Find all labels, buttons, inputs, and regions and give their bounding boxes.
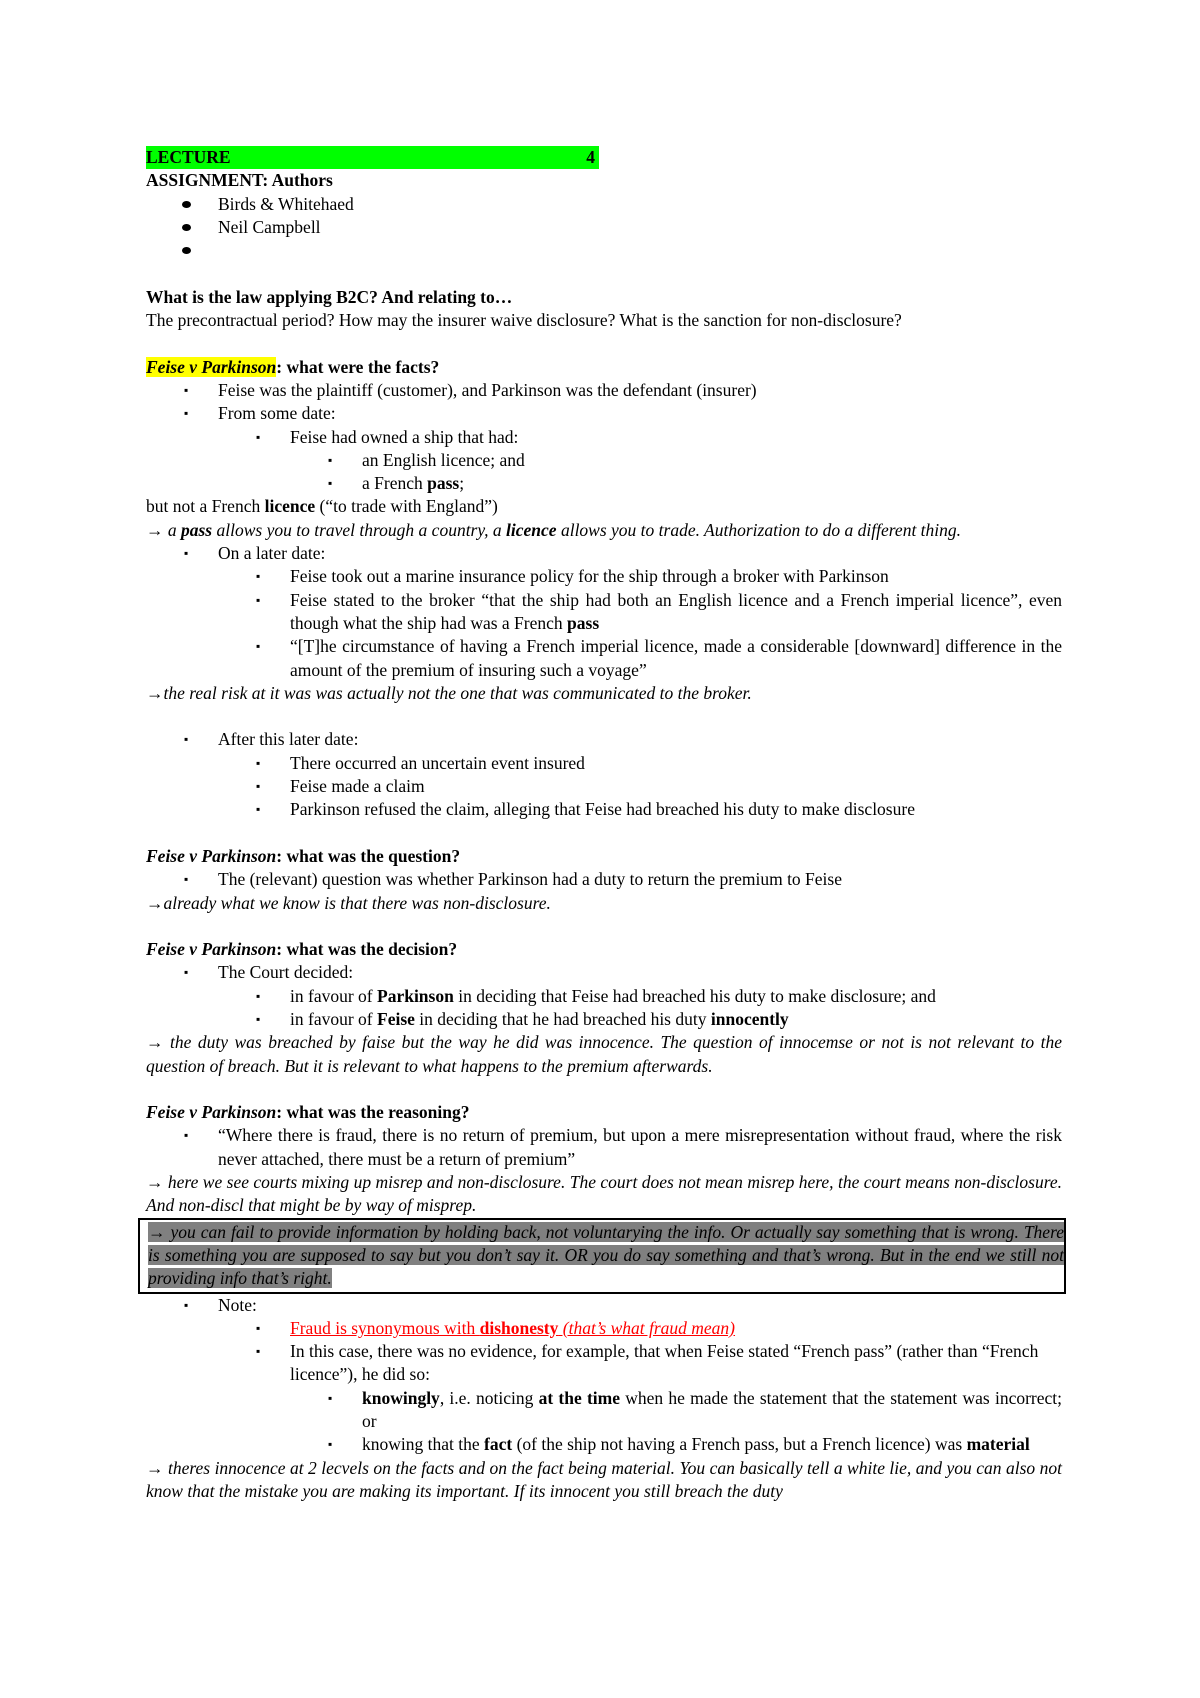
reasoning-note-1: → here we see courts mixing up misrep and non-disclosure. The court does not mean misrep here, the court means non-disclosure. And non-discl that might be by way of misprep. <box>146 1172 1062 1216</box>
lecture-label: LECTURE <box>146 147 231 167</box>
bullet-icon: ▪ <box>256 1320 261 1335</box>
decision-note: → the duty was breached by faise but the way he did was innocence. The question of innocemse or not is not relevant to the question of breach. But it is relevant to what happens to the premium afterwards. <box>146 1032 1062 1076</box>
bullet-icon: ▪ <box>328 1437 333 1452</box>
bullet-icon: ▪ <box>184 872 189 887</box>
bullet-icon: ▪ <box>184 1297 189 1312</box>
list-item: ▪ Note: <box>146 1294 1062 1317</box>
list-item: ▪ From some date: <box>146 402 1062 425</box>
list-item: ▪ “[T]he circumstance of having a French imperial licence, made a considerable [downward] difference in the amount of the premium of insuring such a voyage” <box>256 636 1062 680</box>
arrow-icon: → <box>146 1032 164 1053</box>
author-item <box>146 239 1062 262</box>
bullet-icon: ▪ <box>256 639 261 654</box>
bullet-icon: ▪ <box>256 592 261 607</box>
list-item: ▪ On a later date: <box>146 542 1062 565</box>
list-item: ▪ There occurred an uncertain event insured <box>146 752 1062 775</box>
bullet-icon: ▪ <box>328 476 333 491</box>
lecture-number: 4 <box>586 147 595 167</box>
author-item: Birds & Whitehaed <box>146 193 1062 216</box>
list-item: ▪ After this later date: <box>146 728 1062 751</box>
arrow-icon: → <box>146 519 164 540</box>
b2c-question-heading: What is the law applying B2C? And relating to… <box>146 286 513 307</box>
bullet-icon: ▪ <box>256 569 261 584</box>
bullet-icon: ▪ <box>256 1011 261 1026</box>
list-item: ▪ Feise had owned a ship that had: <box>146 426 1062 449</box>
author-item: Neil Campbell <box>146 216 1062 239</box>
arrow-icon: → <box>146 682 164 703</box>
bullet-icon: ▪ <box>328 1390 333 1405</box>
bullet-icon: ▪ <box>184 382 189 397</box>
bullet-icon: ▪ <box>184 1128 189 1143</box>
list-item: ▪ an English licence; and <box>146 449 1062 472</box>
bullet-icon: ▪ <box>184 406 189 421</box>
b2c-question-text: The precontractual period? How may the insurer waive disclosure? What is the sanction for non-disclosure? <box>146 310 902 331</box>
bullet-icon: ▪ <box>184 546 189 561</box>
bullet-icon: ▪ <box>184 965 189 980</box>
question-note: →already what we know is that there was non-disclosure. <box>146 892 551 913</box>
list-item: ▪ in favour of Parkinson in deciding that Feise had breached his duty to make disclosure; and <box>146 985 1062 1008</box>
question-heading: Feise v Parkinson: what was the question? <box>146 845 461 866</box>
arrow-icon: → <box>148 1221 166 1242</box>
reasoning-heading: Feise v Parkinson: what was the reasoning? <box>146 1102 470 1123</box>
facts-but-line: but not a French licence (“to trade with England”) <box>146 496 498 517</box>
list-item: ▪ The Court decided: <box>146 961 1062 984</box>
bullet-icon <box>182 224 191 231</box>
facts-note-1: → a pass allows you to travel through a country, a licence allows you to trade. Authorization to do a different thing. <box>146 519 962 540</box>
decision-heading: Feise v Parkinson: what was the decision? <box>146 939 458 960</box>
list-item: ▪ “Where there is fraud, there is no return of premium, but upon a mere misrepresentation without fraud, where the risk never attached, there must be a return of premium” <box>184 1125 1062 1169</box>
list-item: ▪ Fraud is synonymous with dishonesty (that’s what fraud mean) <box>146 1317 1062 1340</box>
bullet-icon: ▪ <box>256 988 261 1003</box>
list-item: ▪ knowing that the fact (of the ship not having a French pass, but a French licence) was material <box>146 1433 1062 1456</box>
arrow-icon: → <box>146 1172 164 1193</box>
bullet-icon: ▪ <box>256 779 261 794</box>
bullet-icon: ▪ <box>256 1344 261 1359</box>
boxed-note: → you can fail to provide information by holding back, not voluntarying the info. Or actually say something that is wrong. There is something you are supposed to say but you don’t say it. OR you do say something and that’s wrong. But in the end we still not providing info that’s right. <box>138 1218 1066 1294</box>
bullet-icon: ▪ <box>256 802 261 817</box>
list-item: ▪ Feise was the plaintiff (customer), and Parkinson was the defendant (insurer) <box>146 379 1062 402</box>
arrow-icon: → <box>146 892 164 913</box>
bullet-icon <box>182 201 191 208</box>
list-item: ▪ knowingly, i.e. noticing at the time when he made the statement that the statement was incorrect; or <box>328 1387 1062 1432</box>
arrow-icon: → <box>146 1457 164 1478</box>
list-item: ▪ Feise took out a marine insurance policy for the ship through a broker with Parkinson <box>146 565 1062 588</box>
list-item: ▪ in favour of Feise in deciding that he had breached his duty innocently <box>146 1008 1062 1031</box>
facts-note-2: →the real risk at it was was actually not the one that was communicated to the broker. <box>146 682 752 703</box>
list-item: ▪ The (relevant) question was whether Parkinson had a duty to return the premium to Feise <box>146 868 1062 891</box>
reasoning-note-2: → theres innocence at 2 lecvels on the facts and on the fact being material. You can basically tell a white lie, and you can also not know that the mistake you are making its important. If its innocent you still breach the duty <box>146 1457 1062 1501</box>
list-item: ▪ Parkinson refused the claim, alleging that Feise had breached his duty to make disclosure <box>146 798 1062 821</box>
list-item: ▪ Feise stated to the broker “that the ship had both an English licence and a French imperial licence”, even though what the ship had was a French pass <box>256 589 1062 633</box>
document-page <box>146 146 1062 1503</box>
facts-heading: Feise v Parkinson: what were the facts? <box>146 356 440 377</box>
list-item: ▪ In this case, there was no evidence, for example, that when Feise stated “French pass” (rather than “French licence”), he did so: <box>256 1341 1039 1385</box>
list-item: ▪ a French pass; <box>146 472 1062 495</box>
bullet-icon: ▪ <box>256 755 261 770</box>
bullet-icon: ▪ <box>184 732 189 747</box>
case-name: Feise v Parkinson <box>146 356 277 377</box>
bullet-icon: ▪ <box>328 452 333 467</box>
bullet-icon: ▪ <box>256 429 261 444</box>
lecture-title <box>146 146 1062 169</box>
bullet-icon <box>182 247 191 254</box>
list-item: ▪ Feise made a claim <box>146 775 1062 798</box>
assignment-heading: ASSIGNMENT: Authors <box>146 170 333 191</box>
